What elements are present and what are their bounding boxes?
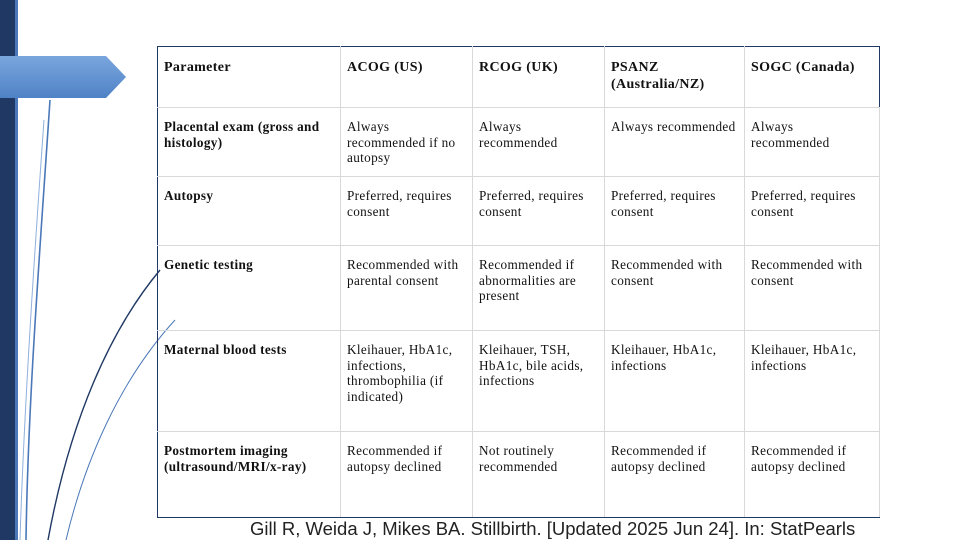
- cell-psanz: Always recommended: [605, 108, 745, 177]
- header-psanz: PSANZ (Australia/NZ): [605, 47, 745, 108]
- cell-sogc: Recommended if autopsy declined: [745, 432, 880, 518]
- cell-psanz: Recommended with consent: [605, 246, 745, 331]
- arrow-shape: [0, 56, 126, 98]
- row-parameter: Genetic testing: [158, 246, 341, 331]
- cell-rcog: Preferred, requires consent: [473, 177, 605, 246]
- cell-sogc: Kleihauer, HbA1c, infections: [745, 331, 880, 432]
- cell-sogc: Preferred, requires consent: [745, 177, 880, 246]
- header-sogc: SOGC (Canada): [745, 47, 880, 108]
- header-rcog: RCOG (UK): [473, 47, 605, 108]
- row-parameter: Placental exam (gross and histology): [158, 108, 341, 177]
- cell-rcog: Kleihauer, TSH, HbA1c, bile acids, infections: [473, 331, 605, 432]
- table-row: [158, 177, 880, 246]
- cell-acog: Kleihauer, HbA1c, infections, thrombophilia (if indicated): [341, 331, 473, 432]
- table-row: [158, 331, 880, 432]
- header-acog: ACOG (US): [341, 47, 473, 108]
- cell-acog: Preferred, requires consent: [341, 177, 473, 246]
- row-parameter: Maternal blood tests: [158, 331, 341, 432]
- table-row: [158, 108, 880, 177]
- cell-psanz: Preferred, requires consent: [605, 177, 745, 246]
- cell-sogc: Always recommended: [745, 108, 880, 177]
- header-parameter: Parameter: [158, 47, 341, 108]
- cell-rcog: Recommended if abnormalities are present: [473, 246, 605, 331]
- row-parameter: Postmortem imaging (ultrasound/MRI/x-ray): [158, 432, 341, 518]
- comparison-table: [157, 46, 879, 517]
- table-row: [158, 246, 880, 331]
- cell-psanz: Kleihauer, HbA1c, infections: [605, 331, 745, 432]
- cell-psanz: Recommended if autopsy declined: [605, 432, 745, 518]
- cell-acog: Recommended with parental consent: [341, 246, 473, 331]
- cell-acog: Always recommended if no autopsy: [341, 108, 473, 177]
- row-parameter: Autopsy: [158, 177, 341, 246]
- table-header-row: [158, 47, 880, 108]
- cell-sogc: Recommended with consent: [745, 246, 880, 331]
- cell-rcog: Not routinely recommended: [473, 432, 605, 518]
- table-row: [158, 432, 880, 518]
- cell-rcog: Always recommended: [473, 108, 605, 177]
- cell-acog: Recommended if autopsy declined: [341, 432, 473, 518]
- citation-text: Gill R, Weida J, Mikes BA. Stillbirth. [Updated 2025 Jun 24]. In: StatPearls: [250, 518, 856, 539]
